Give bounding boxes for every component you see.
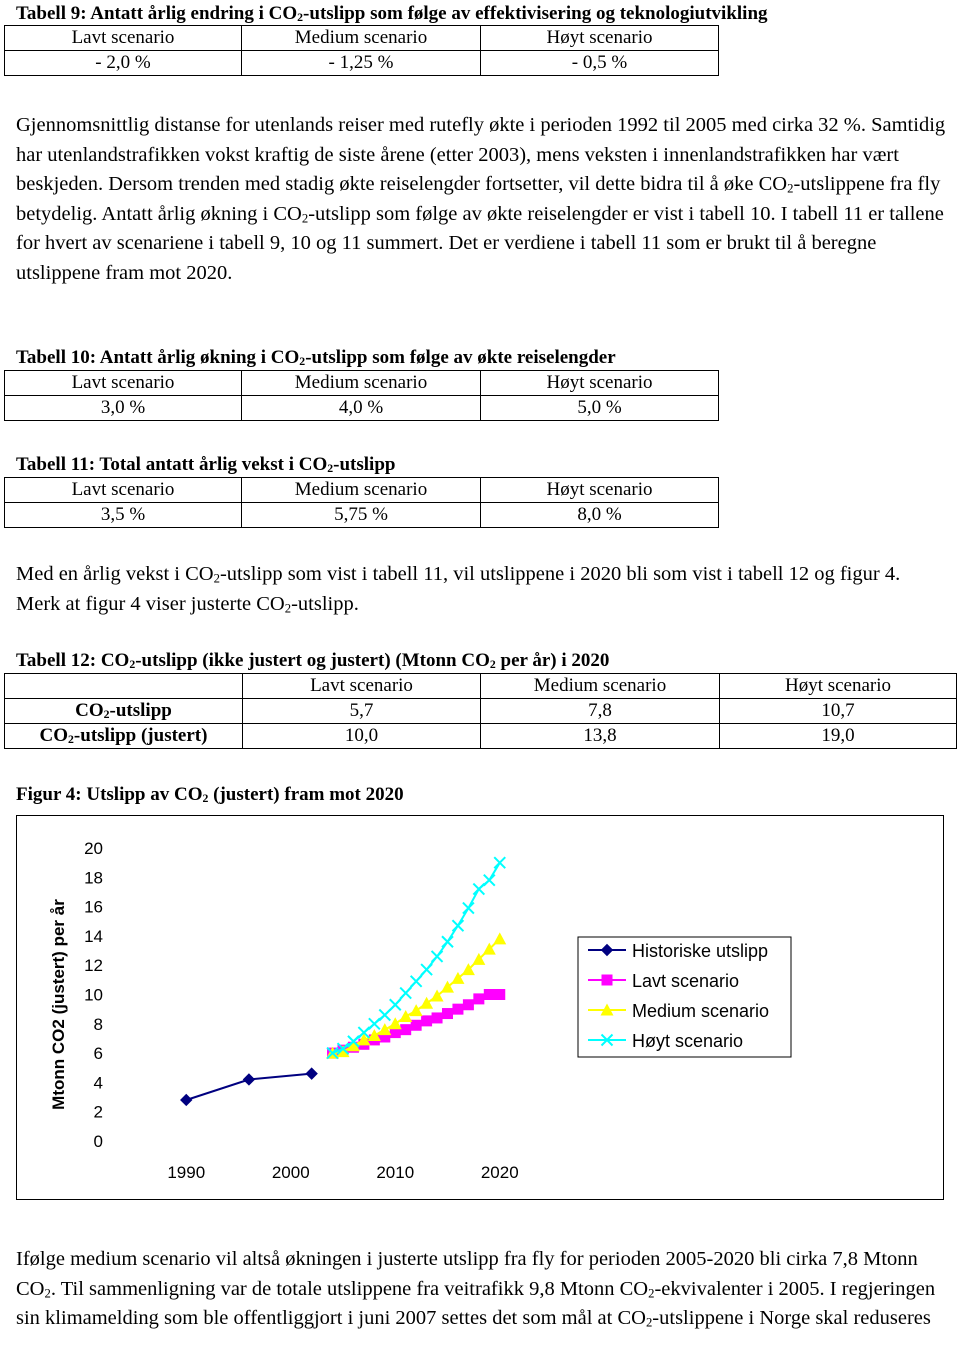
legend-label: Lavt scenario xyxy=(632,971,740,991)
data-point xyxy=(484,875,495,886)
table-header-cell: Høyt scenario xyxy=(481,371,719,396)
x-tick-label: 2020 xyxy=(480,1163,519,1182)
legend-marker xyxy=(602,975,613,986)
table-cell: 5,75 % xyxy=(242,503,481,528)
data-point xyxy=(493,932,506,944)
table-cell: 4,0 % xyxy=(242,396,481,421)
table-header-cell: Høyt scenario xyxy=(481,26,719,51)
figure4-chart xyxy=(16,815,944,1200)
data-point xyxy=(410,1004,423,1016)
data-point xyxy=(442,936,453,947)
data-point xyxy=(181,1094,192,1105)
table10 xyxy=(4,370,719,421)
y-tick-label: 20 xyxy=(84,839,103,858)
y-tick-label: 10 xyxy=(84,985,103,1005)
data-point xyxy=(390,999,401,1010)
data-point xyxy=(442,1008,453,1019)
data-point xyxy=(421,964,432,975)
table-cell: 8,0 % xyxy=(481,503,719,528)
table-header-cell: Medium scenario xyxy=(481,674,720,699)
table-cell: - 1,25 % xyxy=(242,51,481,76)
paragraph-comparison: Ifølge medium scenario vil altså økningen i justerte utslipp fra fly for perioden 2005-2020 bli cirka 7,8 Mtonn $CO_2$. Til sammenligning var de totale utslippene fra veitrafikk 9,8 Mtonn $CO_2$-ekvivalenter i 2005. I regjeringen sin klimamelding som ble offentliggjort i juni 2007 settes det som mål at $CO_2$-utslippene i Norge skal reduseres xyxy=(16,1248,936,1330)
table11-caption: Tabell 11: Total antatt årlig vekst i $CO_2$-utslipp xyxy=(16,454,396,476)
y-tick-label: 0 xyxy=(93,1132,103,1151)
data-point xyxy=(400,988,411,999)
table-row xyxy=(5,724,957,749)
table9-caption: Tabell 9: Antatt årlig endring i $CO_2$-utslipp som følge av effektivisering og teknologiutvikling xyxy=(16,3,768,25)
paragraph-growth: Med en årlig vekst i $CO_2$-utslipp som vist i tabell 11, vil utslippene i 2020 bli som vist i tabell 12 og figur 4. Merk at figur 4 viser justerte $CO_2$-utslipp. xyxy=(16,563,901,615)
data-point xyxy=(484,989,495,1000)
y-tick-label: 16 xyxy=(84,897,103,917)
table-cell: 5,0 % xyxy=(481,396,719,421)
table-header-cell: Medium scenario xyxy=(242,478,481,503)
data-point xyxy=(452,1004,463,1015)
table-header-cell: Høyt scenario xyxy=(720,674,957,699)
table-header-cell: Lavt scenario xyxy=(5,478,242,503)
table-row-label: $CO_2$-utslipp xyxy=(5,699,243,724)
data-point xyxy=(306,1068,317,1079)
legend-label: Historiske utslipp xyxy=(632,941,769,961)
table-cell: 19,0 xyxy=(720,724,957,749)
data-point xyxy=(420,997,433,1009)
data-point xyxy=(379,1010,390,1021)
table-cell: - 0,5 % xyxy=(481,51,719,76)
table-cell: 13,8 xyxy=(481,724,720,749)
y-tick-label: 4 xyxy=(93,1073,103,1093)
table-cell: 5,7 xyxy=(243,699,481,724)
table-header-cell: Medium scenario xyxy=(242,26,481,51)
paragraph-distance: Gjennomsnittlig distanse for utenlands reiser med rutefly økte i perioden 1992 til 2005 med cirka 32 %. Samtidig har utenlandstrafikken vokst kraftig de siste årene (etter 2003), mens veksten i innenlandstrafikken har vært beskjeden. Dersom trenden med stadig økte reiselengder fortsetter, vil dette bidra til å øke $CO_2$-utslippene fra fly betydelig. Antatt årlig økning i $CO_2$-utslipp som følge av økte reiselengder er vist i tabell 10. I tabell 11 er tallene for hvert av scenariene i tabell 9, 10 og 11 summert. Det er verdiene i tabell 11 som er brukt til å beregne utslippene fram mot 2020. xyxy=(16,114,946,284)
x-tick-label: 2000 xyxy=(271,1163,310,1182)
data-point xyxy=(473,884,484,895)
table9 xyxy=(4,25,719,76)
table-row xyxy=(5,674,957,699)
chart-svg xyxy=(17,816,943,1199)
table12-caption: Tabell 12: $CO_2$-utslipp (ikke justert og justert) (Mtonn $CO_2$ per år) i 2020 xyxy=(16,650,610,672)
table-header-cell: Medium scenario xyxy=(242,371,481,396)
data-point xyxy=(369,1018,380,1029)
table-row xyxy=(5,478,719,503)
data-point xyxy=(473,993,484,1004)
table-header-cell: Lavt scenario xyxy=(5,371,242,396)
data-point xyxy=(452,920,463,931)
table10-caption: Tabell 10: Antatt årlig økning i $CO_2$-utslipp som følge av økte reiselengder xyxy=(16,347,616,369)
table-row xyxy=(5,396,719,421)
data-point xyxy=(463,903,474,914)
table11 xyxy=(4,477,719,528)
table12 xyxy=(4,673,957,749)
data-point xyxy=(421,1015,432,1026)
table-row-label: $CO_2$-utslipp (justert) xyxy=(5,724,243,749)
data-point xyxy=(463,999,474,1010)
table-row xyxy=(5,699,957,724)
legend-label: Medium scenario xyxy=(632,1001,770,1021)
table-header-cell: Lavt scenario xyxy=(5,26,242,51)
data-point xyxy=(432,951,443,962)
table-header-cell: Høyt scenario xyxy=(481,478,719,503)
y-tick-label: 6 xyxy=(93,1044,103,1064)
y-tick-label: 8 xyxy=(93,1014,103,1034)
y-tick-label: 14 xyxy=(84,926,103,946)
figure4-caption: Figur 4: Utslipp av $CO_2$ (justert) fram mot 2020 xyxy=(16,784,404,806)
table-cell: 10,0 xyxy=(243,724,481,749)
table-cell: 7,8 xyxy=(481,699,720,724)
data-point xyxy=(411,1020,422,1031)
y-tick-label: 18 xyxy=(84,868,103,888)
x-tick-label: 1990 xyxy=(167,1163,206,1182)
data-point xyxy=(243,1074,254,1085)
y-axis-title: Mtonn CO2 (justert) per år xyxy=(49,899,68,1110)
table-corner-cell xyxy=(5,674,243,699)
table-row xyxy=(5,51,719,76)
table-cell: 3,0 % xyxy=(5,396,242,421)
table-row xyxy=(5,26,719,51)
table-header-cell: Lavt scenario xyxy=(243,674,481,699)
data-point xyxy=(494,989,505,1000)
y-tick-label: 12 xyxy=(84,956,103,976)
data-point xyxy=(389,1017,402,1029)
table-cell: - 2,0 % xyxy=(5,51,242,76)
data-point xyxy=(432,1012,443,1023)
table-row xyxy=(5,503,719,528)
y-tick-label: 2 xyxy=(93,1102,103,1122)
table-row xyxy=(5,371,719,396)
legend-label: Høyt scenario xyxy=(632,1031,744,1051)
x-tick-label: 2010 xyxy=(376,1163,415,1182)
data-point xyxy=(400,1024,411,1035)
table-cell: 3,5 % xyxy=(5,503,242,528)
table-cell: 10,7 xyxy=(720,699,957,724)
data-point xyxy=(411,976,422,987)
data-point xyxy=(494,857,505,868)
